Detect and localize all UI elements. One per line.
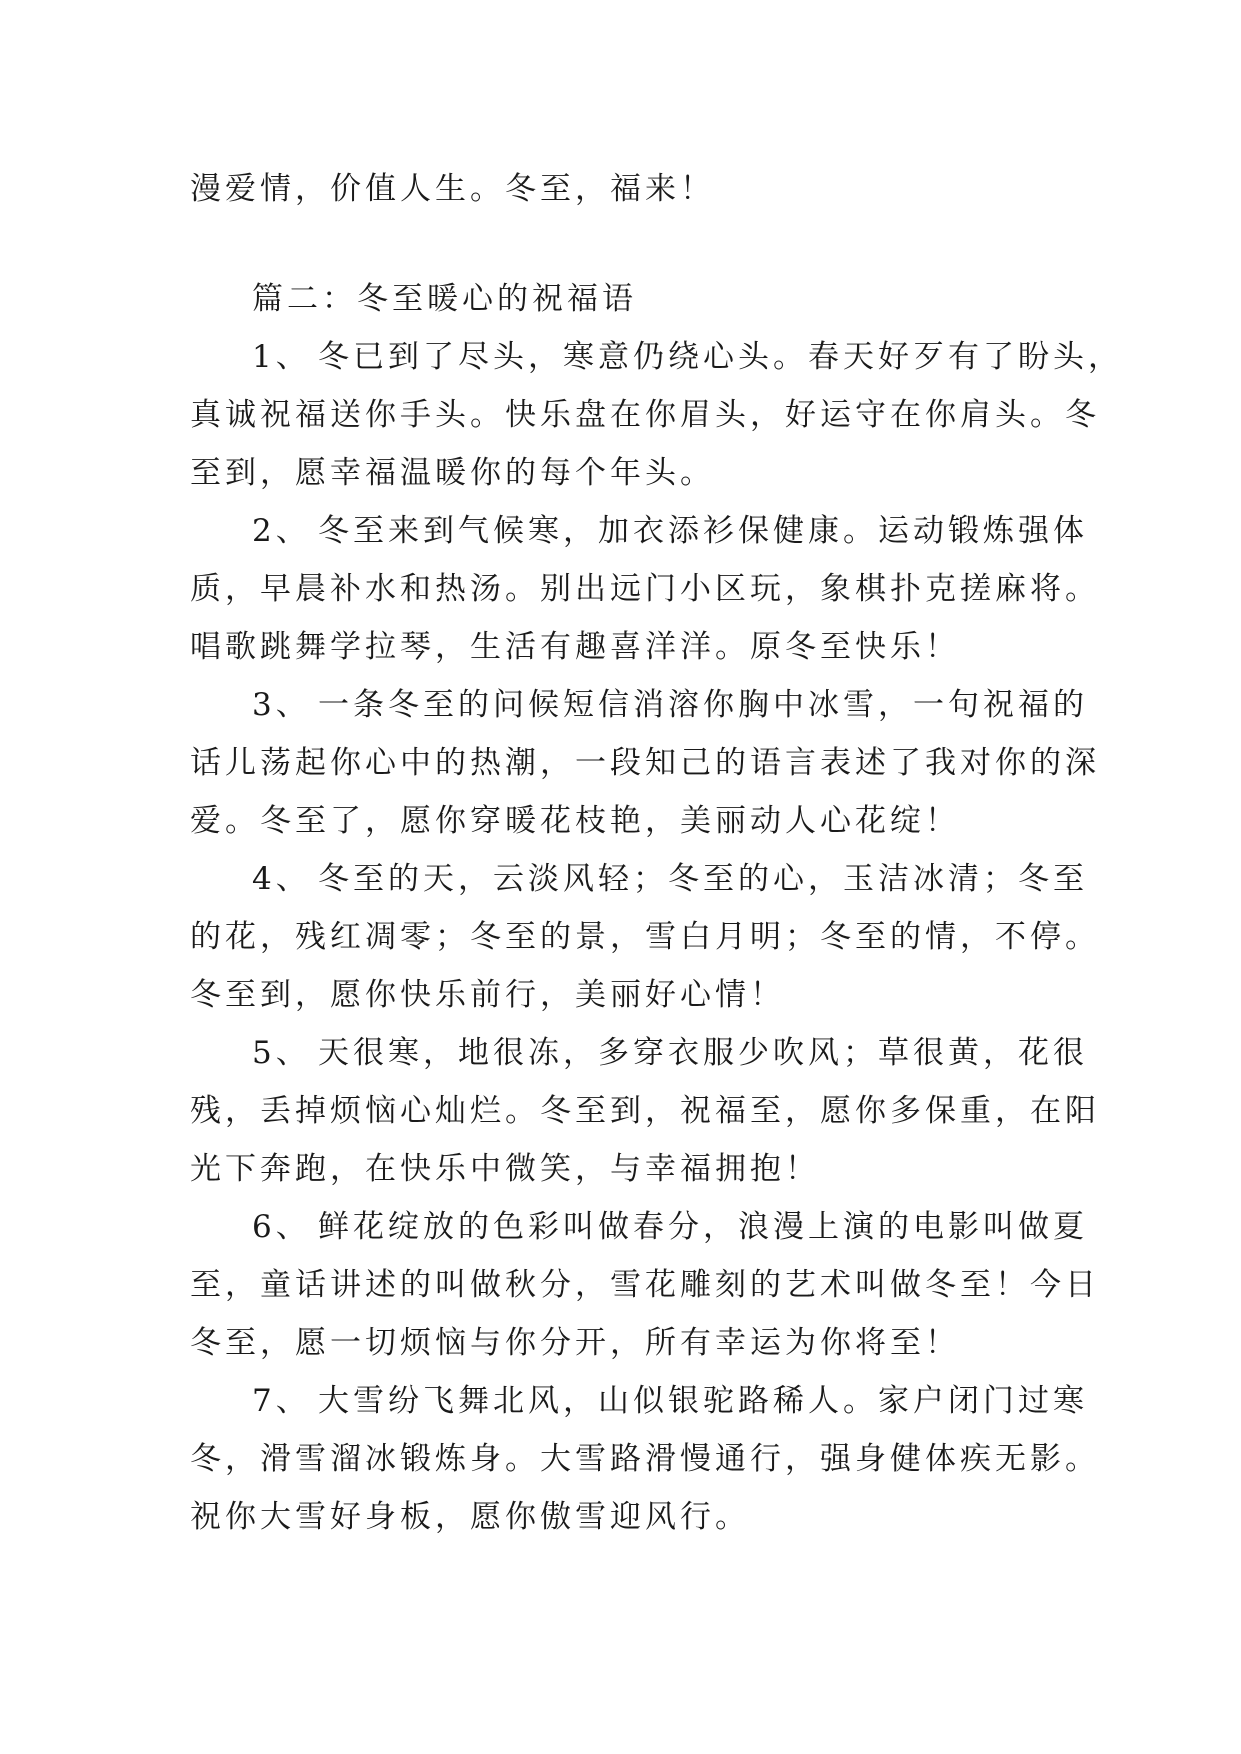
item-number: 6、 [252, 1209, 311, 1245]
list-item [190, 1372, 1100, 1546]
list-item [190, 328, 1123, 502]
item-line: 一条冬至的问候短信消溶你胸中冰雪，一句祝福的 [318, 687, 1088, 723]
item-line: 冬至，愿一切烦恼与你分开，所有幸运为你将至！ [190, 1325, 960, 1361]
item-line: 天很寒，地很冻，多穿衣服少吹风；草很黄，花很 [318, 1035, 1088, 1071]
item-number: 4、 [252, 861, 311, 897]
item-line: 话儿荡起你心中的热潮，一段知己的语言表述了我对你的深 [190, 745, 1100, 781]
intro-tail-line: 漫爱情，价值人生。冬至，福来！ [190, 171, 715, 207]
list-item [190, 502, 1100, 676]
item-line: 大雪纷飞舞北风，山似银驼路稀人。家户闭门过寒 [318, 1383, 1088, 1419]
item-number: 3、 [252, 687, 311, 723]
item-number: 5、 [252, 1035, 311, 1071]
item-line: 至，童话讲述的叫做秋分，雪花雕刻的艺术叫做冬至！今日 [190, 1267, 1100, 1303]
list-item [190, 850, 1100, 1024]
item-number: 7、 [252, 1383, 311, 1419]
item-line: 真诚祝福送你手头。快乐盘在你眉头，好运守在你肩头。冬 [190, 397, 1100, 433]
item-line: 唱歌跳舞学拉琴，生活有趣喜洋洋。原冬至快乐！ [190, 629, 960, 665]
list-item [190, 676, 1100, 850]
item-number: 1、 [252, 339, 311, 375]
item-line: 爱。冬至了，愿你穿暖花枝艳，美丽动人心花绽！ [190, 803, 960, 839]
item-line: 至到，愿幸福温暖你的每个年头。 [190, 455, 715, 491]
item-line: 冬至到，愿你快乐前行，美丽好心情！ [190, 977, 785, 1013]
item-line: 光下奔跑，在快乐中微笑，与幸福拥抱！ [190, 1151, 820, 1187]
item-line: 冬，滑雪溜冰锻炼身。大雪路滑慢通行，强身健体疾无影。 [190, 1441, 1100, 1477]
list-item [190, 1024, 1100, 1198]
item-number: 2、 [252, 513, 311, 549]
item-line: 的花，残红凋零；冬至的景，雪白月明；冬至的情，不停。 [190, 919, 1100, 955]
section-title: 篇二：冬至暖心的祝福语 [252, 281, 637, 317]
item-line: 质，早晨补水和热汤。别出远门小区玩，象棋扑克搓麻将。 [190, 571, 1100, 607]
item-line: 祝你大雪好身板，愿你傲雪迎风行。 [190, 1499, 750, 1535]
item-line: 残，丢掉烦恼心灿烂。冬至到，祝福至，愿你多保重，在阳 [190, 1093, 1100, 1129]
document-body [190, 160, 1123, 1546]
item-line: 鲜花绽放的色彩叫做春分，浪漫上演的电影叫做夏 [318, 1209, 1088, 1245]
list-item [190, 1198, 1100, 1372]
item-line: 冬已到了尽头，寒意仍绕心头。春天好歹有了盼头， [318, 339, 1123, 375]
item-line: 冬至的天，云淡风轻；冬至的心，玉洁冰清；冬至 [318, 861, 1088, 897]
item-line: 冬至来到气候寒，加衣添衫保健康。运动锻炼强体 [318, 513, 1088, 549]
section-gap [190, 218, 1060, 270]
